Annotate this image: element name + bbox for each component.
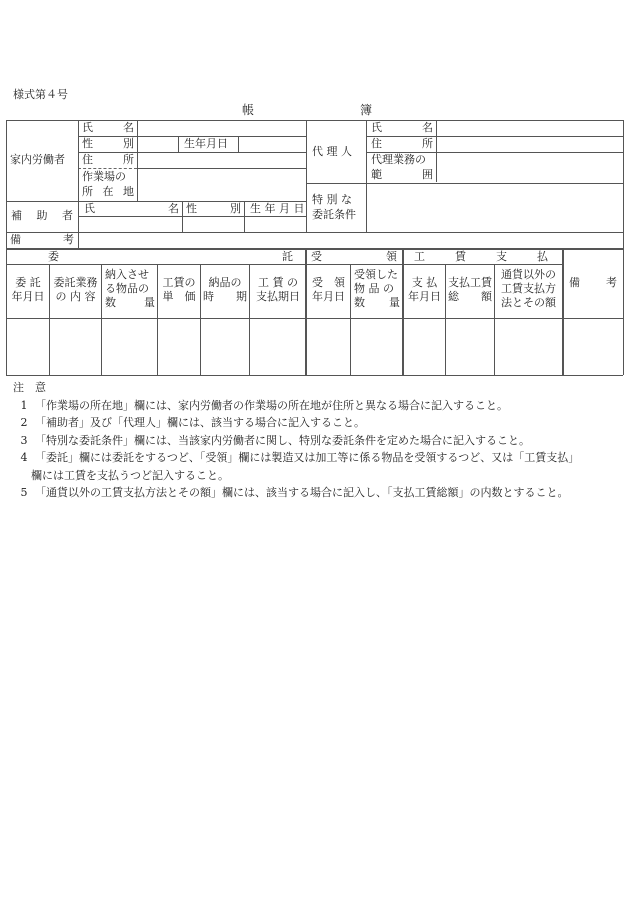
note-item [13, 397, 579, 415]
label-char: 考 [606, 276, 617, 289]
header-line: 支払期日 [256, 290, 300, 303]
note-text: 「特別な委託条件」欄には、当該家内労働者に関し、特別な委託条件を定めた場合に記入すること。 [35, 433, 530, 447]
worker-address-label [82, 153, 134, 167]
col-header-entrust-content [50, 276, 101, 304]
header-line: の 内 容 [55, 290, 96, 303]
group-receipt [311, 250, 397, 264]
label-char: 補 [11, 209, 22, 222]
note-text: 「通貨以外の工賃支払方法とその額」欄には、該当する場合に記入し、「支払工賃総額」の内数とすること。 [35, 486, 569, 499]
special-terms-label-line2: 委託条件 [312, 208, 356, 221]
note-item [13, 432, 579, 450]
worker-birth-label: 生年月日 [184, 137, 228, 150]
label-char: 支 [496, 250, 507, 263]
workplace-label-line1: 作業場の [82, 170, 126, 183]
assistant-name-label [84, 202, 179, 216]
assistant-birth-field[interactable] [245, 217, 305, 231]
special-terms-field[interactable] [367, 184, 622, 231]
rule [6, 264, 563, 265]
header-line: 受 領 [312, 276, 345, 289]
note-text: 「作業場の所在地」欄には、家内労働者の作業場の所在地が住所と異なる場合に記入すること。 [35, 398, 508, 412]
col-header-delivery-qty [105, 268, 155, 310]
header-line: 支 払 [411, 276, 438, 289]
header-line: る物品の [105, 282, 149, 295]
data-cell[interactable] [250, 319, 305, 374]
label-char: 数 [354, 296, 365, 309]
form-number: 様式第４号 [13, 88, 68, 101]
agent-scope-field[interactable] [437, 153, 622, 182]
label-char: 数 [105, 296, 116, 309]
label-char: 賃 [455, 250, 466, 263]
label-char: 領 [386, 250, 397, 263]
label-char: 別 [123, 137, 134, 150]
header-line: 法とその額 [501, 296, 556, 309]
agent-scope-label-line2 [371, 168, 433, 182]
label-char: 性 [186, 202, 197, 215]
header-line: 納入させ [105, 268, 149, 281]
label-char: 工 [414, 250, 425, 263]
data-cell[interactable] [158, 319, 200, 374]
assistant-name-field[interactable] [79, 217, 181, 231]
header-line: 物 品 の [354, 282, 394, 295]
note-number: 4 [20, 451, 28, 464]
label-char: 住 [371, 137, 382, 150]
assistant-sex-field[interactable] [183, 217, 243, 231]
data-cell[interactable] [102, 319, 157, 374]
label-char: 氏 [82, 121, 93, 134]
label-char: 別 [230, 202, 241, 215]
agent-address-field[interactable] [437, 137, 622, 151]
workplace-label-line2 [82, 185, 134, 199]
header-line: 工賃支払方 [501, 282, 556, 295]
data-cell[interactable] [351, 319, 402, 374]
label-char: 委 [48, 250, 59, 263]
title-right-char: 簿 [360, 103, 373, 117]
label-char: 所 [422, 137, 433, 150]
assistant-birth-label: 生 年 月 日 [250, 202, 305, 215]
worker-name-label [82, 121, 134, 135]
col-header-payment-date [404, 276, 445, 304]
label-char: 考 [63, 233, 74, 246]
data-cell[interactable] [564, 319, 623, 374]
label-char: 名 [168, 202, 179, 215]
note-number: 2 [20, 416, 28, 429]
label-char: 在 [102, 185, 114, 198]
agent-name-field[interactable] [437, 121, 622, 135]
data-cell[interactable] [7, 319, 49, 374]
notes-section [13, 379, 579, 502]
label-char: 備 [569, 276, 580, 289]
data-cell[interactable] [50, 319, 101, 374]
border [623, 120, 624, 375]
note-text: 「補助者」及び「代理人」欄には、該当する場合に記入すること。 [35, 416, 365, 429]
label-char: 託 [282, 250, 293, 263]
header-line: 年月日 [408, 290, 441, 303]
remarks-top-label [10, 233, 74, 247]
col-header-delivery-time [201, 276, 249, 304]
note-item [13, 484, 579, 502]
note-item [13, 414, 579, 432]
note-number: 1 [20, 398, 28, 412]
data-cell[interactable] [307, 319, 350, 374]
data-cell[interactable] [201, 319, 249, 374]
label-char: 量 [389, 296, 400, 309]
header-line: 支払工賃 [448, 276, 492, 289]
worker-sex-field[interactable] [138, 137, 177, 151]
title-left-char: 帳 [242, 103, 255, 117]
label-char: 助 [36, 209, 48, 222]
col-header-entrust-date [7, 276, 49, 304]
label-char: 氏 [371, 121, 382, 134]
worker-label: 家内労働者 [10, 153, 65, 166]
agent-address-label [371, 137, 433, 151]
agent-scope-label-line1: 代理業務の [371, 153, 426, 166]
header-line: 通貨以外の [501, 268, 556, 281]
label-char: 名 [422, 121, 433, 134]
label-char: 範 [371, 168, 382, 181]
header-line: 委託業務 [53, 276, 98, 289]
notes-heading: 注 意 [13, 381, 46, 394]
rule [78, 168, 137, 169]
label-char: 備 [10, 233, 21, 246]
col-header-remarks [569, 276, 617, 290]
assistant-label [11, 209, 73, 223]
workplace-field[interactable] [138, 169, 305, 200]
header-line: 受領した [354, 268, 398, 281]
header-line: 総 額 [448, 290, 492, 303]
rule [178, 136, 179, 152]
header-line [354, 296, 400, 310]
header-line [105, 296, 155, 310]
label-char: 者 [62, 209, 73, 222]
special-terms-label-line1: 特 別 な [312, 193, 352, 206]
col-header-receipt-date [307, 276, 350, 304]
label-char: 地 [123, 185, 134, 198]
note-item [13, 449, 579, 467]
worker-name-field[interactable] [138, 121, 305, 135]
header-line: 工賃の [162, 276, 196, 289]
agent-name-label [371, 121, 433, 135]
worker-sex-label [82, 137, 134, 151]
label-char: 名 [123, 121, 134, 134]
data-cell[interactable] [446, 319, 494, 374]
group-payment [414, 250, 548, 264]
label-char: 受 [311, 250, 322, 263]
header-line: 委 託 [15, 276, 41, 289]
data-cell[interactable] [404, 319, 445, 374]
header-line: 年月日 [312, 290, 345, 303]
note-continuation: 欄には工賃を支払うつど記入すること。 [31, 468, 229, 482]
note-text: 「委託」欄には委託をするつど、「受領」欄には製造又は加工等に係る物品を受領するつど、又は「工賃支払」 [35, 451, 580, 464]
label-char: 量 [144, 296, 155, 309]
col-header-payment-due [250, 276, 306, 304]
label-char: 所 [82, 185, 93, 198]
note-number: 5 [20, 486, 28, 499]
col-header-unit-price [158, 276, 200, 304]
note-number: 3 [20, 433, 28, 447]
label-char: 性 [82, 137, 93, 150]
assistant-sex-label [186, 202, 241, 216]
rule [306, 120, 307, 232]
col-header-non-currency [495, 268, 562, 310]
agent-label: 代 理 人 [312, 145, 352, 158]
worker-birth-field[interactable] [239, 137, 305, 151]
col-header-total-wage [446, 276, 494, 304]
rule [6, 375, 623, 376]
label-char: 所 [123, 153, 134, 166]
worker-address-field[interactable] [138, 153, 305, 167]
col-header-received-qty [354, 268, 400, 310]
header-line: 納品の [208, 276, 242, 289]
data-cell[interactable] [495, 319, 562, 374]
label-char: 払 [537, 250, 548, 263]
remarks-top-field[interactable] [79, 233, 622, 247]
header-line: 年月日 [11, 290, 45, 303]
label-char: 住 [82, 153, 93, 166]
label-char: 囲 [422, 168, 433, 181]
header-line: 工 賃 の [258, 276, 298, 289]
header-line: 時 期 [203, 290, 247, 303]
group-entrust [48, 250, 293, 264]
header-line: 単 価 [162, 290, 196, 303]
label-char: 氏 [84, 202, 95, 215]
